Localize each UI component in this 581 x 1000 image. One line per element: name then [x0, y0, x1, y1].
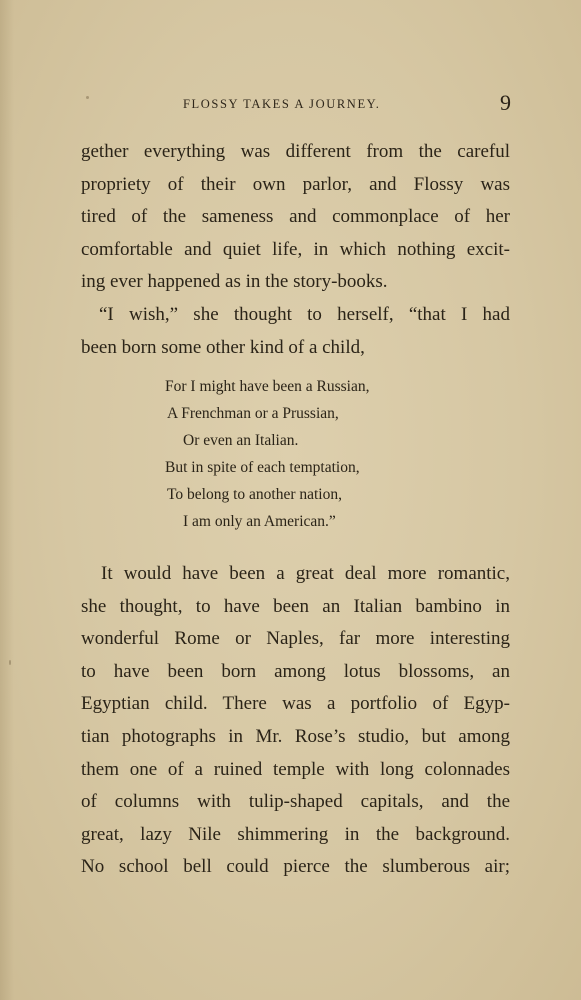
verse-line: But in spite of each temptation, [165, 459, 360, 476]
text-line: to have been born among lotus blossoms, an [81, 660, 510, 682]
text-line: Egyptian child. There was a portfolio of Egyp- [81, 693, 510, 715]
paragraph-2 [81, 558, 510, 884]
text-line: wonderful Rome or Naples, far more interesting [81, 628, 510, 650]
paragraph-1 [81, 136, 510, 364]
paper-speck [9, 660, 11, 665]
verse [165, 373, 369, 535]
text-line: gether everything was different from the careful [81, 141, 510, 162]
paper-speck [86, 96, 89, 99]
running-title: FLOSSY TAKES A JOURNEY. [183, 97, 381, 111]
text-line: she thought, to have been an Italian bambino in [81, 595, 510, 617]
verse-line: Or even an Italian. [183, 432, 299, 449]
text-line: No school bell could pierce the slumberous air; [81, 856, 510, 878]
text-line: ing ever happened as in the story-books. [81, 271, 388, 293]
text-line: comfortable and quiet life, in which nothing excit- [81, 238, 510, 260]
text-line: of columns with tulip-shaped capitals, and the [81, 791, 510, 813]
text-line: tian photographs in Mr. Rose’s studio, but among [81, 725, 510, 747]
page-edge-shadow [0, 0, 14, 1000]
text-line: them one of a ruined temple with long colonnades [81, 758, 510, 780]
verse-line: To belong to another nation, [167, 486, 342, 503]
page-number: 9 [500, 90, 511, 115]
text-line: It would have been a great deal more romantic, [101, 563, 510, 584]
verse-line: I am only an American.” [183, 513, 336, 530]
text-line: tired of the sameness and commonplace of her [81, 206, 510, 228]
verse-line: For I might have been a Russian, [165, 378, 370, 395]
text-line: been born some other kind of a child, [81, 336, 365, 358]
verse-line: A Frenchman or a Prussian, [167, 405, 339, 422]
text-line: great, lazy Nile shimmering in the background. [81, 823, 510, 845]
text-line: propriety of their own parlor, and Flossy was [81, 173, 510, 195]
text-line: “I wish,” she thought to herself, “that I had [99, 303, 510, 325]
